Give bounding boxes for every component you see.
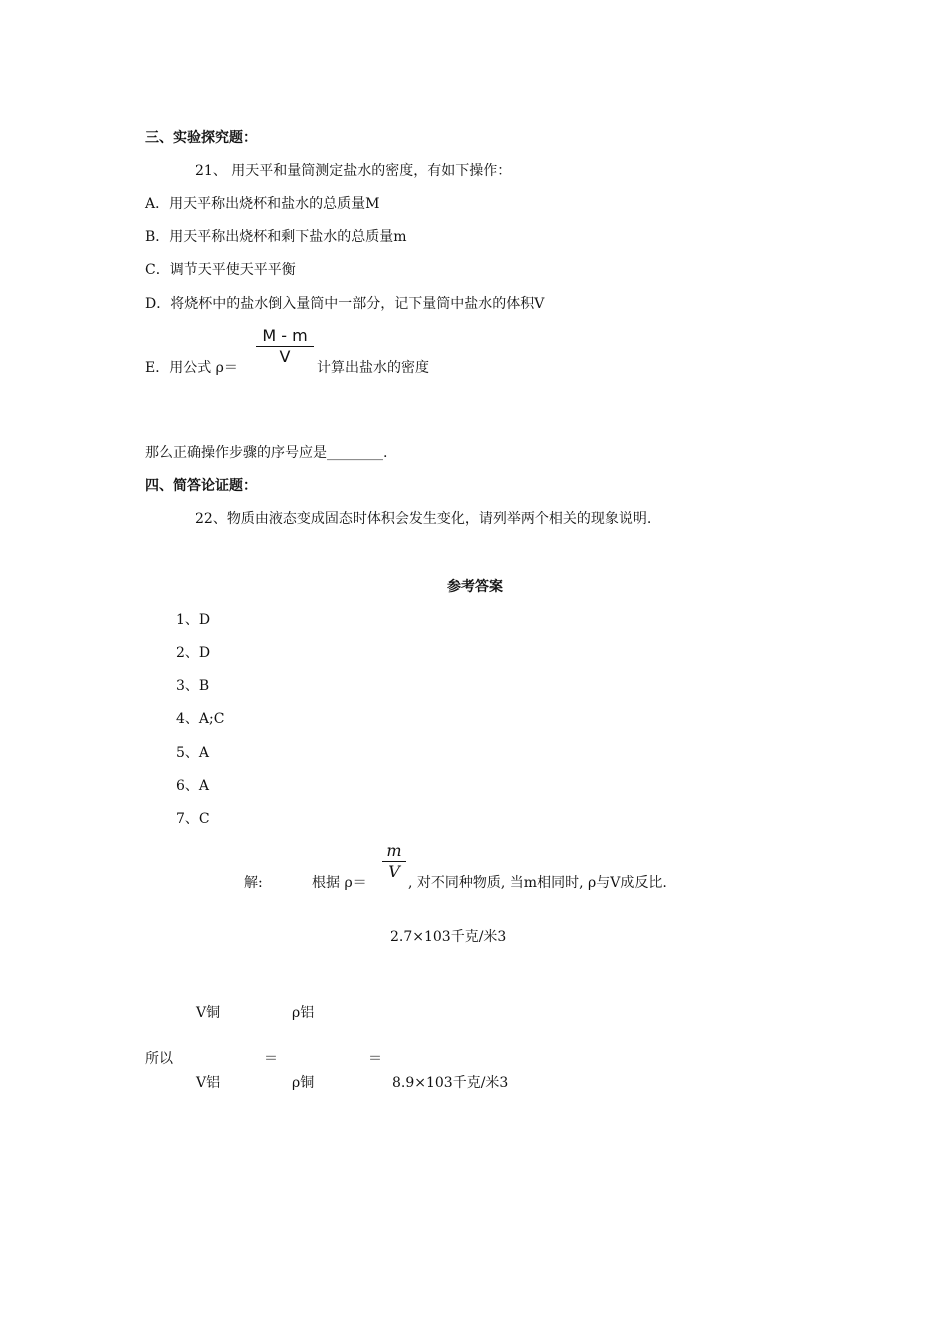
formula-numerator: M - m [262,326,308,345]
answer-item: 2、D [176,645,211,661]
answer-item: 1、D [176,612,211,628]
ratio-bottom-right: ρ铜 [292,1075,315,1091]
equals-sign: ＝ [368,1051,382,1067]
so-label: 所以 [145,1051,173,1067]
solution-denominator: V [388,862,400,881]
option-b: B．用天平称出烧杯和剩下盐水的总质量m [145,229,407,245]
answer-item: 5、A [176,745,210,761]
answer-item: 4、A;C [176,711,225,727]
option-e-suffix: 计算出盐水的密度 [317,360,429,376]
option-c: C．调节天平使天平平衡 [145,262,296,278]
density-formula [256,327,314,366]
solution-pre: 根据 ρ＝ [312,875,367,891]
q21-intro: 21、 用天平和量筒测定盐水的密度，有如下操作： [195,163,512,179]
answer-item: 7、C [176,811,210,827]
density-copper: 8.9×103千克/米3 [392,1075,509,1091]
ratio-top-right: ρ铝 [292,1005,315,1021]
equals-sign: ＝ [264,1051,278,1067]
q21-question: 那么正确操作步骤的序号应是________. [145,445,388,461]
answer-item: 3、B [176,678,210,694]
option-e-prefix: E．用公式 ρ＝ [145,360,238,376]
solution-post: , 对不同种物质, 当m相同时, ρ与V成反比. [408,875,667,891]
density-aluminum: 2.7×103千克/米3 [390,929,507,945]
section4-heading: 四、简答论证题： [145,478,257,494]
option-a: A．用天平称出烧杯和盐水的总质量M [145,196,380,212]
ratio-top-left: V铜 [196,1005,221,1021]
solution-label: 解: [244,875,263,891]
solution-numerator: m [386,841,402,860]
answer-item: 6、A [176,778,210,794]
solution-formula [382,842,406,881]
formula-denominator: V [279,347,291,366]
section3-heading: 三、实验探究题： [145,130,257,146]
ratio-bottom-left: V铝 [196,1075,221,1091]
q22-text: 22、物质由液态变成固态时体积会发生变化，请列举两个相关的现象说明. [195,511,652,527]
answers-title: 参考答案 [447,579,503,595]
option-d: D．将烧杯中的盐水倒入量筒中一部分，记下量筒中盐水的体积V [145,296,545,312]
